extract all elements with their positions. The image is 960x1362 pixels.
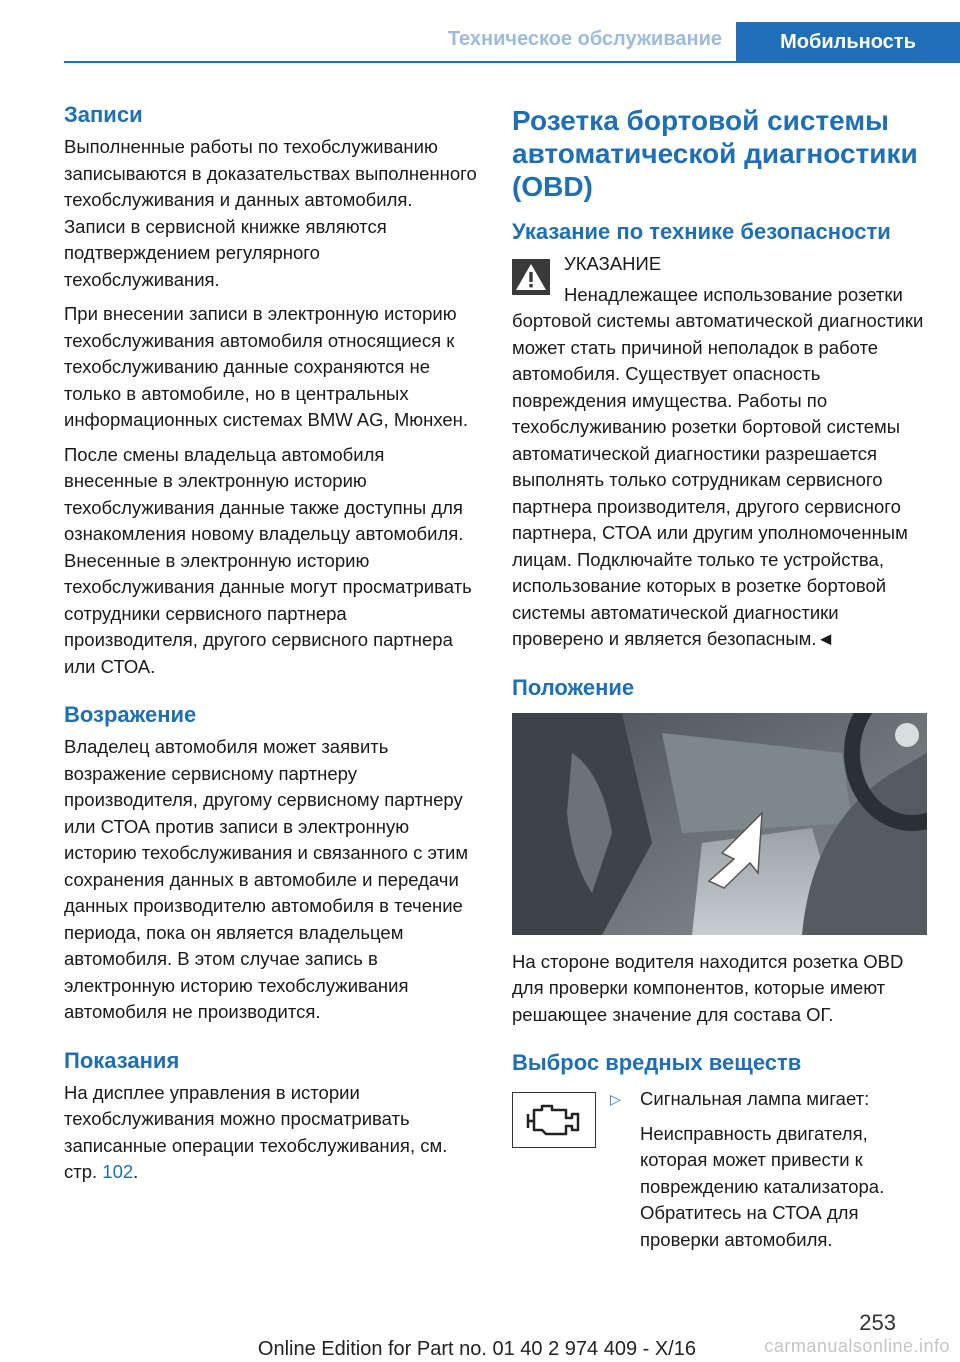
list-triangle-icon: ▷ [610, 1091, 621, 1107]
emission-list-item [610, 1086, 932, 1261]
page-number: 253 [859, 1310, 896, 1335]
objection-paragraph: Владелец автомобиля может заявить возражение сервисному партнеру производителя, другому сервисному партнеру или СТОА против записи в электронную историю техобслуживания и связанного с этим сохранения данных в автомобиле и передачи данных производителю автомобиля в течение периода, пока он является владельцем автомобиля. В этом случае запись в электронную историю техобслуживания автомобиля не производится. [64, 736, 469, 1022]
records-paragraph-2: При внесении записи в электронную историю техобслуживания автомобиля относящиеся к техобслуживанию данные сохраняются не только в автомобиле, но в центральных информационных системах BMW AG, Мюнхен. [64, 303, 469, 430]
left-column [64, 100, 479, 1194]
records-paragraph-3: После смены владельца автомобиля внесенные в электронную историю техобслуживания данные также доступны для ознакомления новому владельцу автомобиля. Внесенные в электронную историю техобслуживания данные могут просматривать сотрудники сервисного партнера производителя, другого сервисного партнера или СТОА. [64, 443, 472, 677]
edition-text: Online Edition for Part no. 01 40 2 974 409 - X/16 [257, 1338, 696, 1360]
warning-block [512, 251, 932, 653]
check-engine-icon [512, 1092, 596, 1148]
right-column [512, 100, 932, 1261]
page-reference-link[interactable]: 102 [102, 1161, 134, 1182]
emission-block [512, 1086, 932, 1261]
display-text: На дисплее управления в истории техобслуживания можно просматривать записанные операции техобслуживания, см. стр. [64, 1081, 448, 1182]
obd-location-photo [512, 713, 927, 935]
header-section-title: Техническое обслуживание [447, 28, 722, 50]
emission-item-label: Сигнальная лампа мигает: [640, 1088, 870, 1109]
warning-triangle-icon [512, 259, 550, 295]
records-heading: Записи [64, 102, 143, 127]
page-header [0, 22, 960, 64]
emission-heading: Выброс вредных веществ [512, 1050, 802, 1075]
engine-symbol-icon [524, 1102, 584, 1138]
warning-label: УКАЗАНИЕ [564, 253, 662, 274]
safety-heading: Указание по технике безопасности [512, 219, 891, 244]
obd-heading: Розетка бортовой системы автоматической диагностики (OBD) [512, 105, 918, 202]
objection-heading: Возражение [64, 702, 197, 727]
records-paragraph-1: Выполненные работы по техобслуживанию записываются в доказательствах выполненного техобслуживания и данных автомобиля. Записи в сервисной книжке являются подтверждением регулярного техобслуживания. [64, 136, 477, 290]
display-heading: Показания [64, 1047, 180, 1073]
emission-item-text: Неисправность двигателя, которая может привести к повреждению катализатора. Обратитесь на СТОА для проверки автомобиля. [640, 1122, 885, 1250]
position-paragraph: На стороне водителя находится розетка OBD для проверки компонентов, которые имеют решающее значение для состава ОГ. [512, 950, 904, 1025]
position-heading: Положение [512, 674, 635, 700]
warning-text: Ненадлежащее использование розетки бортовой системы автоматической диагностики может стать причиной неполадок в работе автомобиля. Существует опасность повреждения имущества. Работы по техобслуживанию розетки бортовой системы автоматической диагностики разрешается выполнять только сотрудникам сервисного партнера производителя, другого сервисного партнера, СТОА или другим уполномоченным лицам. Подключайте только те устройства, использование которых в розетке бортовой системы автоматической диагностики проверено и является безопасным.◄ [512, 283, 924, 649]
header-chapter-tab: Мобильность [736, 22, 960, 63]
display-paragraph [64, 1080, 479, 1186]
obd-location-illustration [512, 713, 927, 935]
display-text-end: . [133, 1161, 139, 1182]
watermark: carmanualsonline.info [764, 1336, 950, 1356]
emission-text [610, 1086, 932, 1261]
